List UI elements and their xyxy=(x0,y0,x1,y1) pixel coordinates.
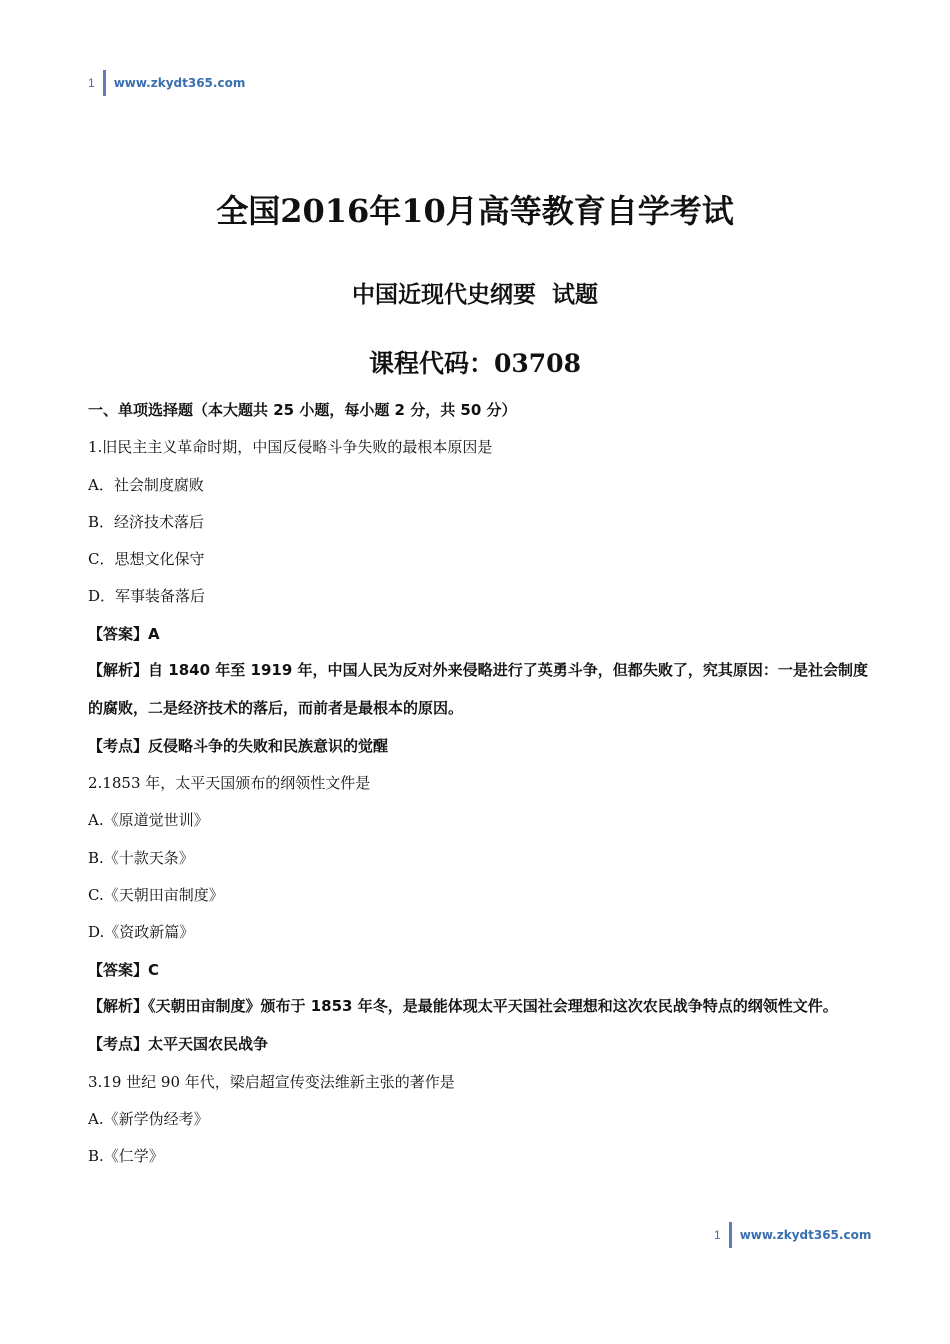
exam-title: 全国2016年10月高等教育自学考试 xyxy=(216,192,734,230)
section-heading: 一、单项选择题（本大题共 25 小题，每小题 2 分，共 50 分） xyxy=(88,401,517,419)
question-stem: 3.19 世纪 90 年代，梁启超宣传变法维新主张的著作是 xyxy=(88,1072,455,1091)
option-b: B.《十款天条》 xyxy=(88,848,194,867)
answer: 【答案】A xyxy=(88,624,160,643)
footer-page-number: 1 xyxy=(714,1228,721,1242)
exam-point: 【考点】太平天国农民战争 xyxy=(88,1035,269,1054)
page-header xyxy=(88,70,245,96)
option-a: A．社会制度腐败 xyxy=(88,475,204,494)
question-stem: 2.1853 年，太平天国颁布的纲领性文件是 xyxy=(88,774,371,793)
header-divider xyxy=(103,70,106,96)
option-d: D．军事装备落后 xyxy=(88,587,206,606)
option-c: C．思想文化保守 xyxy=(88,550,205,569)
answer: 【答案】C xyxy=(88,960,160,979)
page-footer xyxy=(714,1222,871,1248)
option-b: B.《仁学》 xyxy=(88,1147,164,1166)
analysis: 【解析】《天朝田亩制度》颁布于 1853 年冬，是最能体现太平天国社会理想和这次农民战争特点的纲领性文件。 xyxy=(88,997,838,1016)
option-a: A.《原道觉世训》 xyxy=(88,811,209,830)
option-a: A.《新学伪经考》 xyxy=(88,1109,209,1128)
footer-divider xyxy=(729,1222,732,1248)
analysis: 【解析】自 1840 年至 1919 年，中国人民为反对外来侵略进行了英勇斗争，但都失败了，究其原因：一是社会制度的腐败，二是经济技术的落后，而前者是最根本的原因。 xyxy=(88,661,868,717)
exam-content xyxy=(88,400,868,1183)
option-c: C.《天朝田亩制度》 xyxy=(88,885,224,904)
header-site-link[interactable]: www.zkydt365.com xyxy=(113,76,246,90)
exam-point: 【考点】反侵略斗争的失败和民族意识的觉醒 xyxy=(88,736,389,755)
footer-site-link[interactable]: www.zkydt365.com xyxy=(739,1228,872,1242)
course-code: 课程代码：03708 xyxy=(369,349,581,378)
option-d: D.《资政新篇》 xyxy=(88,923,195,942)
exam-subject: 中国近现代史纲要 试题 xyxy=(351,282,598,308)
header-page-number: 1 xyxy=(88,76,95,90)
option-b: B．经济技术落后 xyxy=(88,512,205,531)
question-stem: 1.旧民主主义革命时期，中国反侵略斗争失败的最根本原因是 xyxy=(88,438,493,457)
